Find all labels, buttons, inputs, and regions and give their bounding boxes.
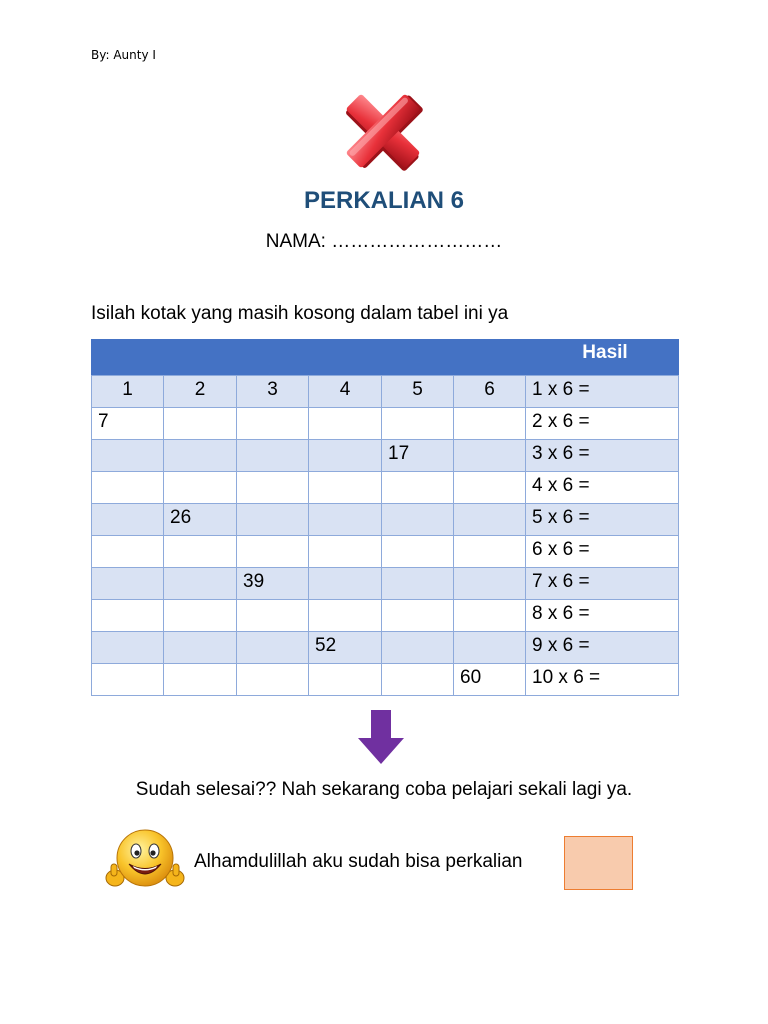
answer-cell[interactable] (92, 600, 164, 632)
author-credit: By: Aunty I (91, 48, 156, 62)
answer-cell[interactable] (92, 632, 164, 664)
answer-cell[interactable] (382, 504, 454, 536)
answer-cell[interactable] (92, 472, 164, 504)
answer-cell[interactable] (164, 440, 237, 472)
answer-cell[interactable] (309, 408, 382, 440)
answer-cell[interactable] (164, 568, 237, 600)
answer-cell[interactable] (454, 632, 526, 664)
table-row (92, 568, 679, 600)
answer-cell[interactable]: 26 (164, 504, 237, 536)
table-header-row (92, 340, 679, 376)
thumbs-up-smiley-icon (104, 826, 186, 894)
answer-cell[interactable] (164, 472, 237, 504)
answer-cell[interactable] (237, 664, 309, 696)
answer-cell[interactable] (92, 504, 164, 536)
instruction-text: Isilah kotak yang masih kosong dalam tabel ini ya (91, 303, 509, 324)
done-statement: Alhamdulillah aku sudah bisa perkalian (194, 851, 523, 872)
answer-cell[interactable]: 5 (382, 376, 454, 408)
answer-cell[interactable] (164, 408, 237, 440)
answer-cell[interactable] (237, 632, 309, 664)
answer-cell[interactable] (309, 600, 382, 632)
answer-cell[interactable] (454, 568, 526, 600)
answer-cell[interactable] (237, 536, 309, 568)
answer-cell[interactable] (164, 536, 237, 568)
table-row (92, 472, 679, 504)
page-title: PERKALIAN 6 (303, 187, 465, 214)
answer-cell[interactable] (237, 504, 309, 536)
table-header-cell (164, 340, 237, 376)
answer-cell[interactable]: 1 (92, 376, 164, 408)
answer-cell[interactable]: 6 (454, 376, 526, 408)
answer-cell[interactable] (164, 664, 237, 696)
answer-cell[interactable] (382, 632, 454, 664)
completion-checkbox[interactable] (564, 836, 633, 890)
answer-cell[interactable] (237, 440, 309, 472)
answer-cell[interactable]: 52 (309, 632, 382, 664)
down-arrow-icon (358, 710, 404, 764)
answer-cell[interactable] (382, 664, 454, 696)
table-row (92, 536, 679, 568)
table-row (92, 440, 679, 472)
answer-cell[interactable]: 60 (454, 664, 526, 696)
equation-cell: 10 x 6 = (526, 664, 679, 696)
answer-cell[interactable]: 39 (237, 568, 309, 600)
table-row (92, 632, 679, 664)
answer-cell[interactable] (382, 408, 454, 440)
table-header-hasil: Hasil (526, 340, 679, 376)
answer-cell[interactable] (237, 600, 309, 632)
equation-cell: 5 x 6 = (526, 504, 679, 536)
table-header-cell (237, 340, 309, 376)
answer-cell[interactable] (454, 504, 526, 536)
answer-cell[interactable] (237, 408, 309, 440)
table-header-cell (382, 340, 454, 376)
equation-cell: 2 x 6 = (526, 408, 679, 440)
answer-cell[interactable] (309, 664, 382, 696)
table-header-cell (454, 340, 526, 376)
equation-cell: 1 x 6 = (526, 376, 679, 408)
answer-cell[interactable] (309, 568, 382, 600)
answer-cell[interactable]: 7 (92, 408, 164, 440)
equation-cell: 4 x 6 = (526, 472, 679, 504)
answer-cell[interactable] (382, 472, 454, 504)
table-row (92, 600, 679, 632)
equation-cell: 8 x 6 = (526, 600, 679, 632)
answer-cell[interactable] (454, 472, 526, 504)
equation-cell: 6 x 6 = (526, 536, 679, 568)
answer-cell[interactable] (454, 408, 526, 440)
answer-cell[interactable] (309, 536, 382, 568)
name-field-line: NAMA: ……………………… (265, 231, 503, 252)
equation-cell: 9 x 6 = (526, 632, 679, 664)
answer-cell[interactable] (309, 440, 382, 472)
answer-cell[interactable] (309, 504, 382, 536)
table-row (92, 504, 679, 536)
finished-message: Sudah selesai?? Nah sekarang coba pelajari sekali lagi ya. (135, 779, 633, 800)
equation-cell: 7 x 6 = (526, 568, 679, 600)
answer-cell[interactable] (454, 600, 526, 632)
answer-cell[interactable] (309, 472, 382, 504)
answer-cell[interactable] (92, 440, 164, 472)
answer-cell[interactable] (382, 568, 454, 600)
answer-cell[interactable] (164, 600, 237, 632)
answer-cell[interactable] (237, 472, 309, 504)
table-header-cell (92, 340, 164, 376)
table-row (92, 376, 679, 408)
answer-cell[interactable]: 3 (237, 376, 309, 408)
table-header-cell (309, 340, 382, 376)
answer-cell[interactable] (454, 440, 526, 472)
answer-cell[interactable]: 2 (164, 376, 237, 408)
multiplication-cross-icon (340, 88, 426, 174)
answer-cell[interactable]: 4 (309, 376, 382, 408)
table-row (92, 664, 679, 696)
answer-cell[interactable] (92, 536, 164, 568)
answer-cell[interactable] (92, 664, 164, 696)
answer-cell[interactable] (382, 536, 454, 568)
multiplication-table (91, 339, 679, 696)
answer-cell[interactable] (382, 600, 454, 632)
answer-cell[interactable] (164, 632, 237, 664)
answer-cell[interactable] (92, 568, 164, 600)
equation-cell: 3 x 6 = (526, 440, 679, 472)
answer-cell[interactable]: 17 (382, 440, 454, 472)
answer-cell[interactable] (454, 536, 526, 568)
table-row (92, 408, 679, 440)
